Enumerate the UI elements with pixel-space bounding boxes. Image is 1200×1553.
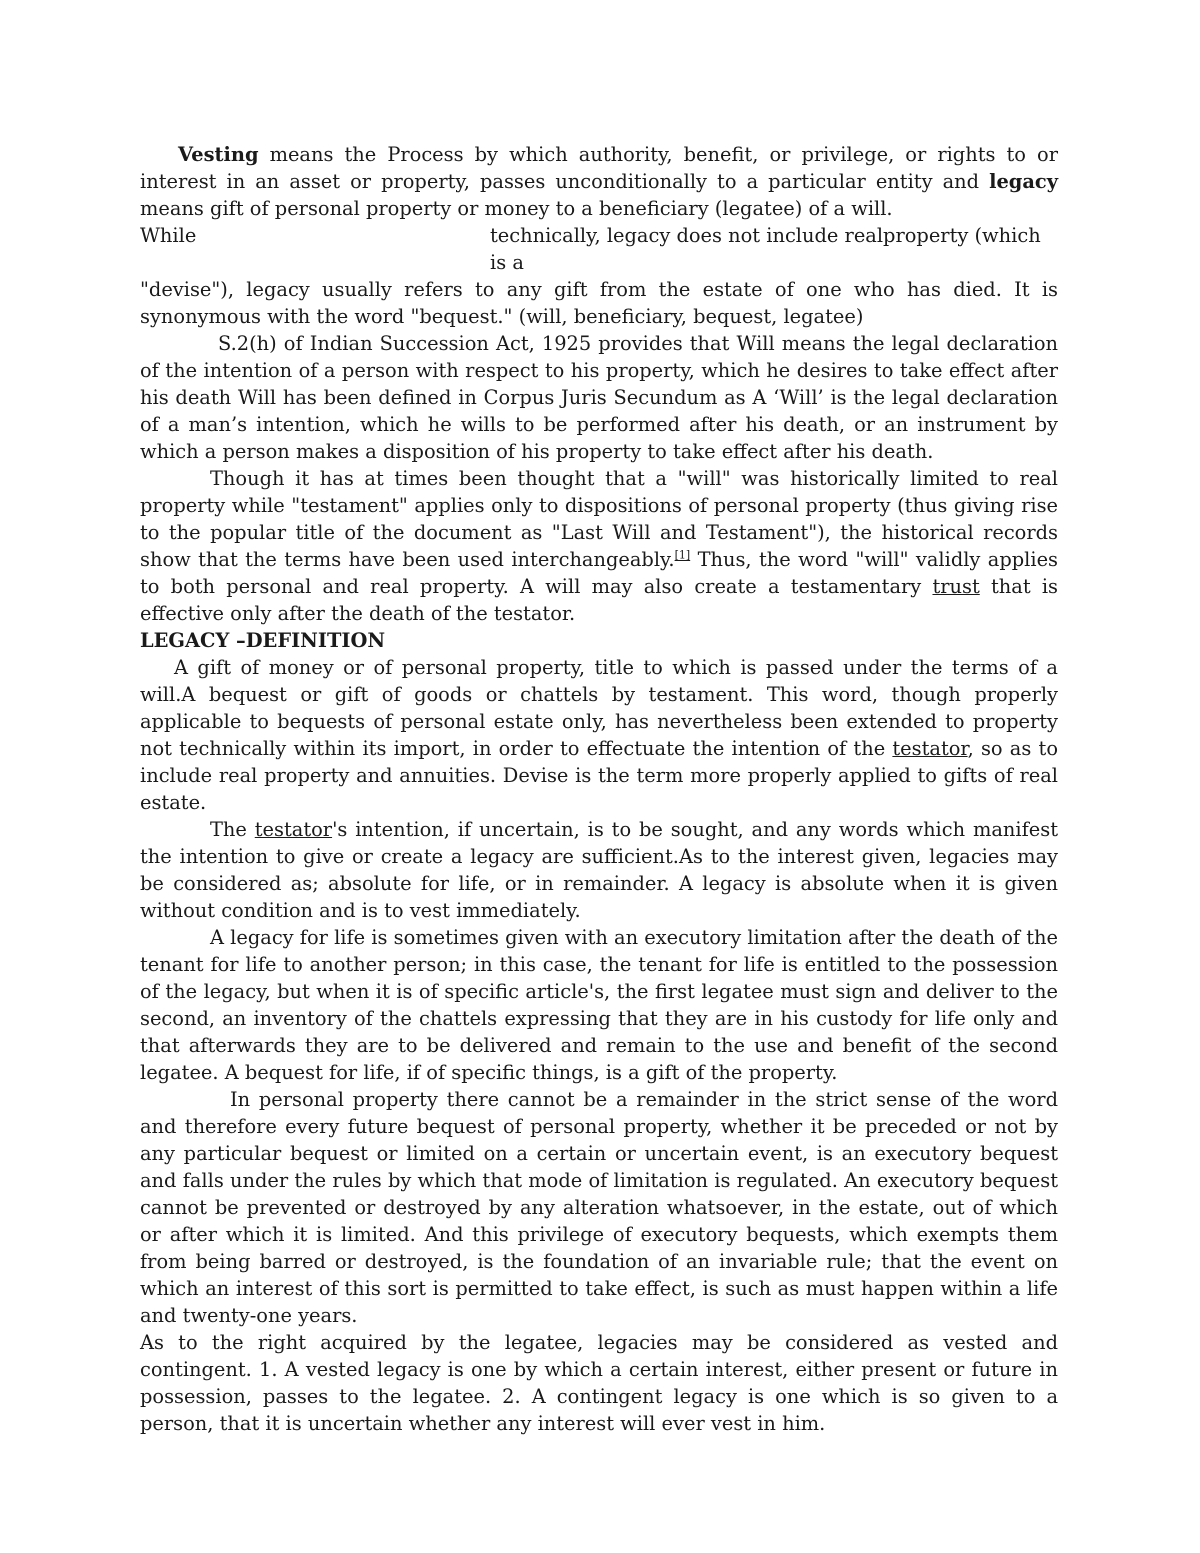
paragraph-vested-contingent: As to the right acquired by the legatee, legacies may be considered as vested and contingent. 1. A vested legacy is one by which a certain interest, either present or future in possession, passes to the legatee. 2. A contingent legacy is one which is so given to a person, that it is uncertain whether any interest will ever vest in him.	[140, 1331, 1058, 1435]
link-trust[interactable]: trust	[932, 575, 980, 598]
paragraph-succession-act: S.2(h) of Indian Succession Act, 1925 provides that Will means the legal declaration of the intention of a person with respect to his property, which he desires to take effect after his death Will has been defined in Corpus Juris Secundum as A ‘Will’ is the legal declaration of a man’s intention, which he wills to be performed after his death, or an instrument by which a person makes a disposition of his property to take effect after his death.	[140, 332, 1058, 463]
footnote-link[interactable]: [1]	[674, 548, 691, 562]
term-legacy: legacy	[989, 170, 1058, 193]
paragraph-gift-of-money: A gift of money or of personal property, title to which is passed under the terms of a will.A bequest or gift of goods or chattels by testament. This word, though properly applicable to bequests of personal estate only, has nevertheless been extended to property not technically within its import, in order to effectuate the intention of the testator, so as to include real property and annuities. Devise is the term more properly applied to gifts of real estate.	[140, 656, 1058, 814]
link-testator-2[interactable]: testator	[254, 818, 333, 841]
paragraph-while-first-line: While technically, legacy does not include realproperty (which is a	[140, 224, 1041, 274]
paragraph-personal-property: In personal property there cannot be a remainder in the strict sense of the word and therefore every future bequest of personal property, whether it be preceded or not by any particular bequest or limited on a certain or uncertain event, is an executory bequest and falls under the rules by which that mode of limitation is regulated. An executory bequest cannot be prevented or destroyed by any alteration whatsoever, in the estate, out of which or after which it is limited. And this privilege of executory bequests, which exempts them from being barred or destroyed, is the foundation of an invariable rule; that the event on which an interest of this sort is permitted to take effect, is such as must happen within a life and twenty-one years.	[140, 1088, 1058, 1327]
paragraph-vesting-definition: Vesting means the Process by which authority, benefit, or privilege, or rights to or interest in an asset or property, passes unconditionally to a particular entity and legacy means gift of personal property or money to a beneficiary (legatee) of a will.	[140, 143, 1058, 220]
link-testator[interactable]: testator	[892, 737, 968, 760]
paragraph-legacy-bequest: "devise"), legacy usually refers to any gift from the estate of one who has died. It is synonymous with the word "bequest." (will, beneficiary, bequest, legatee)	[140, 278, 1058, 328]
term-vesting: Vesting	[178, 143, 259, 166]
document-page	[140, 141, 1058, 1437]
paragraph-testator-intention: The testator's intention, if uncertain, is to be sought, and any words which manifest the intention to give or create a legacy are sufficient.As to the interest given, legacies may be considered as; absolute for life, or in remainder. A legacy is absolute when it is given without condition and is to vest immediately.	[140, 818, 1058, 922]
section-heading-legacy-definition: LEGACY –DEFINITION	[140, 629, 386, 652]
paragraph-will-testament: Though it has at times been thought that a "will" was historically limited to real property while "testament" applies only to dispositions of personal property (thus giving rise to the popular title of the document as "Last Will and Testament"), the historical records show that the terms have been used interchangeably.[1] Thus, the word "will" validly applies to both personal and real property. A will may also create a testamentary trust that is effective only after the death of the testator.	[140, 467, 1058, 625]
paragraph-legacy-for-life: A legacy for life is sometimes given with an executory limitation after the death of the tenant for life to another person; in this case, the tenant for life is entitled to the possession of the legacy, but when it is of specific article's, the first legatee must sign and deliver to the second, an inventory of the chattels expressing that they are in his custody for life only and that afterwards they are to be delivered and remain to the use and benefit of the second legatee. A bequest for life, if of specific things, is a gift of the property.	[140, 926, 1058, 1084]
